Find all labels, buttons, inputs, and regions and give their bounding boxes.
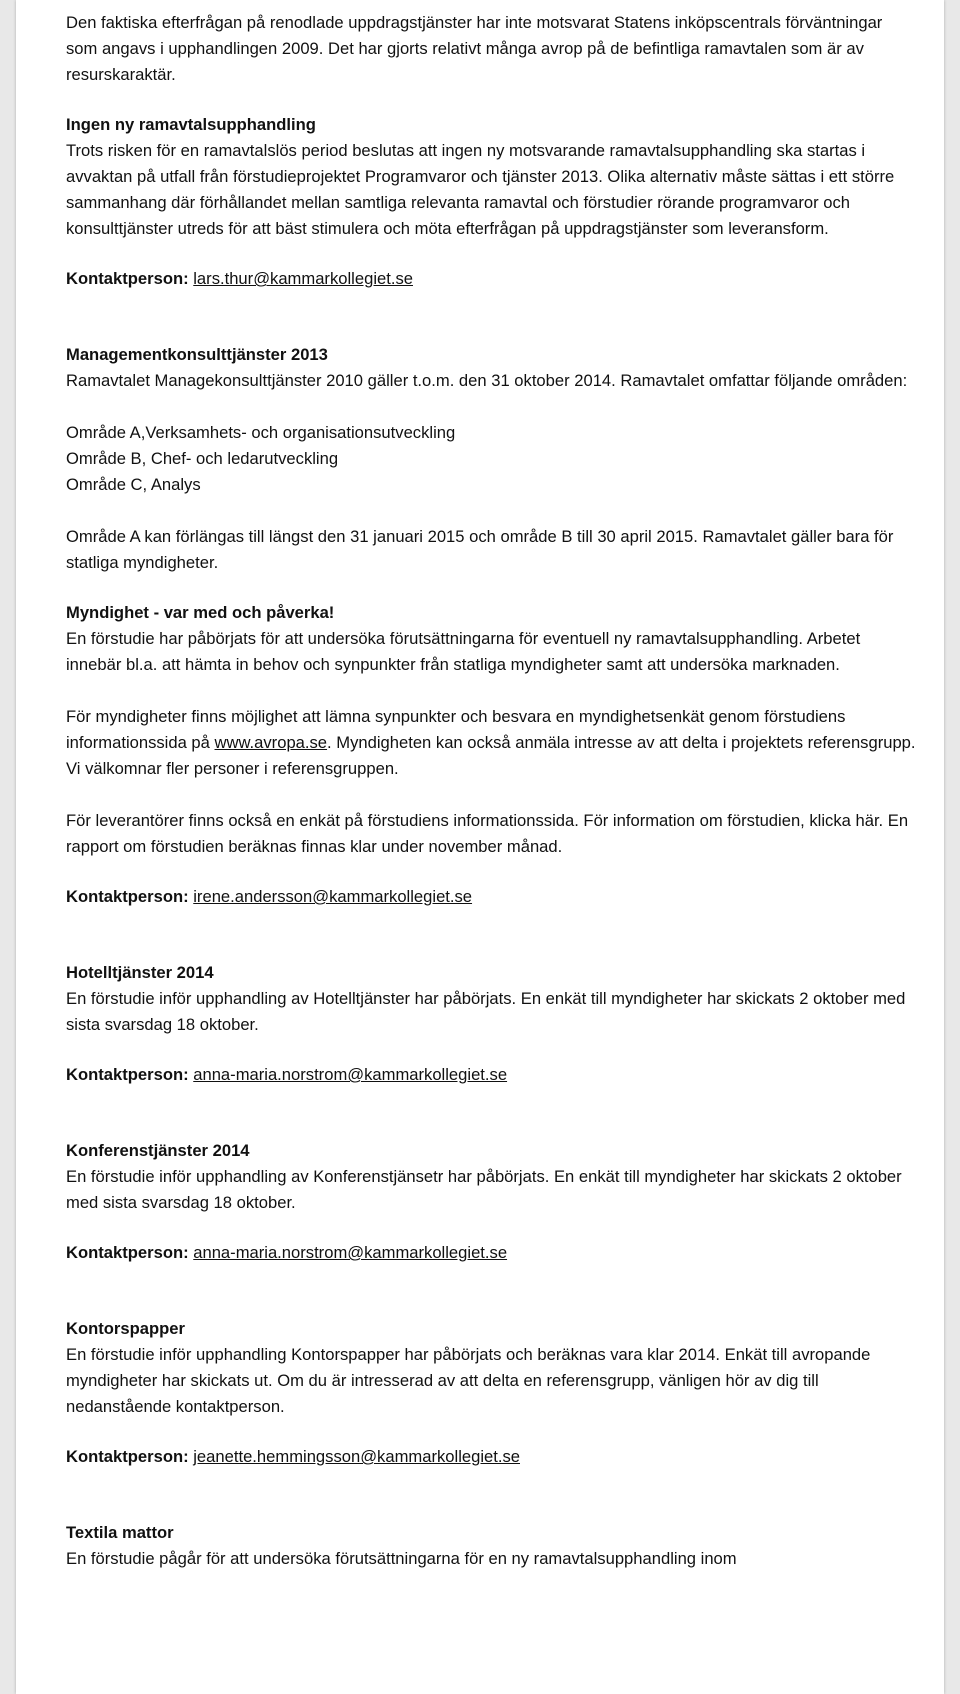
subsection-body-myndighet: En förstudie har påbörjats för att undersöka förutsättningarna för eventuell ny ramavtalsupphandling. Arbetet innebär bl.a. att hämta in behov och synpunkter från statliga myndigheter samt att undersöka marknaden. bbox=[66, 629, 861, 674]
subheading-myndighet: Myndighet - var med och påverka! bbox=[66, 603, 335, 622]
section-heading-textila-mattor: Textila mattor bbox=[66, 1523, 174, 1542]
section-heading-ingen-ny: Ingen ny ramavtalsupphandling bbox=[66, 115, 316, 134]
section-body-konferens: En förstudie inför upphandling av Konferenstjänsetr har påbörjats. En enkät till myndigheter har skickats 2 oktober med sista svarsdag 18 oktober. bbox=[66, 1167, 902, 1212]
area-item: Område B, Chef- och ledarutveckling bbox=[66, 449, 339, 468]
contact-email-link[interactable]: anna-maria.norstrom@kammarkollegiet.se bbox=[193, 1065, 508, 1084]
contact-email-link[interactable]: anna-maria.norstrom@kammarkollegiet.se bbox=[193, 1243, 508, 1262]
intro-paragraph: Den faktiska efterfrågan på renodlade uppdragstjänster har inte motsvarat Statens inköpscentrals förväntningar som angavs i upphandlingen 2009. Det har gjorts relativt många avrop på de befintliga ramavtalen som är av resurskaraktär. bbox=[66, 13, 883, 84]
section-heading-konferens: Konferenstjänster 2014 bbox=[66, 1141, 250, 1160]
contact-label: Kontaktperson: bbox=[66, 887, 189, 906]
contact-line bbox=[66, 884, 916, 910]
area-item: Område C, Analys bbox=[66, 475, 201, 494]
section-body-management: Ramavtalet Managekonsulttjänster 2010 gäller t.o.m. den 31 oktober 2014. Ramavtalet omfattar följande områden: bbox=[66, 371, 908, 390]
section-heading-management: Managementkonsulttjänster 2013 bbox=[66, 345, 328, 364]
contact-line bbox=[66, 1240, 916, 1266]
area-item: Område A,Verksamhets- och organisationsutveckling bbox=[66, 423, 456, 442]
section-body-kontorspapper: En förstudie inför upphandling Kontorspapper har påbörjats och beräknas vara klar 2014. Enkät till avropande myndigheter har skickats ut. Om du är intresserad av att delta en referensgrupp, vänligen hör av dig till nedanstående kontaktperson. bbox=[66, 1345, 871, 1416]
section-body-ingen-ny: Trots risken för en ramavtalslös period beslutas att ingen ny motsvarande ramavtalsupphandling ska startas i avvaktan på utfall från förstudieprojektet Programvaror och tjänster 2013. Olika alternativ måste sättas i ett större sammanhang där förhållandet mellan samtliga relevanta ramavtal och förstudier rörande programvaror och konsulttjänster utreds för att bäst stimulera och möta efterfrågan på uppdragstjänster som leveransform. bbox=[66, 141, 895, 238]
document-page bbox=[16, 0, 944, 1694]
supplier-paragraph: För leverantörer finns också en enkät på förstudiens informationssida. För information om förstudien, klicka här. En rapport om förstudien beräknas finnas klar under november månad. bbox=[66, 811, 909, 856]
contact-label: Kontaktperson: bbox=[66, 269, 189, 288]
contact-line bbox=[66, 1444, 916, 1470]
contact-line bbox=[66, 1062, 916, 1088]
section-heading-kontorspapper: Kontorspapper bbox=[66, 1319, 185, 1338]
contact-label: Kontaktperson: bbox=[66, 1065, 189, 1084]
document-content bbox=[66, 10, 916, 1572]
contact-line bbox=[66, 266, 916, 292]
section-body-hotell: En förstudie inför upphandling av Hotelltjänster har påbörjats. En enkät till myndigheter har skickats 2 oktober med sista svarsdag 18 oktober. bbox=[66, 989, 906, 1034]
extension-paragraph: Område A kan förlängas till längst den 31 januari 2015 och område B till 30 april 2015. Ramavtalet gäller bara för statliga myndigheter. bbox=[66, 527, 894, 572]
section-body-textila-mattor: En förstudie pågår för att undersöka förutsättningarna för en ny ramavtalsupphandling inom bbox=[66, 1549, 737, 1568]
contact-email-link[interactable]: irene.andersson@kammarkollegiet.se bbox=[193, 887, 473, 906]
contact-label: Kontaktperson: bbox=[66, 1243, 189, 1262]
avropa-link[interactable]: www.avropa.se bbox=[214, 733, 328, 752]
contact-label: Kontaktperson: bbox=[66, 1447, 189, 1466]
contact-email-link[interactable]: jeanette.hemmingsson@kammarkollegiet.se bbox=[193, 1447, 520, 1466]
contact-email-link[interactable]: lars.thur@kammarkollegiet.se bbox=[193, 269, 413, 288]
survey-paragraph: För myndigheter finns möjlighet att lämna synpunkter och besvara en myndighetsenkät genom förstudiens informationssida på www.avropa.se. Myndigheten kan också anmäla intresse av att delta i projektets referensgrupp. Vi välkomnar fler personer i referensgruppen. bbox=[66, 707, 916, 778]
section-heading-hotell: Hotelltjänster 2014 bbox=[66, 963, 214, 982]
